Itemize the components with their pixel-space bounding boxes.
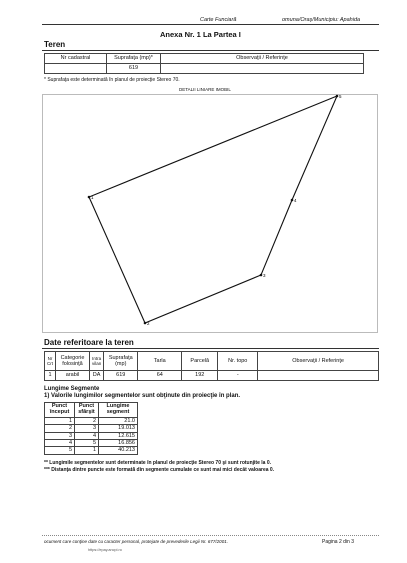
col-nr-crt: Nr Crt [45, 352, 56, 371]
segment-end: 3 [75, 425, 99, 432]
col-lungime: Lungime segment [99, 403, 138, 418]
segment-start: 5 [45, 447, 75, 454]
date-teren-rule [42, 348, 379, 349]
segment-end: 2 [75, 418, 99, 425]
segment-row [45, 447, 138, 454]
header-locality: omuna/Oraş/Municipiu: Apahida [282, 17, 361, 23]
segments-table [44, 402, 138, 455]
segment-row [45, 432, 138, 439]
cell-observatii-teren [258, 371, 379, 381]
footer-disclaimer: ocument care conţine date cu caracter personal, protejate de prevederile Legii Nr. 677/2001. [44, 539, 228, 544]
segment-end: 5 [75, 439, 99, 446]
teren-rule [42, 50, 379, 51]
annex-title: Anexa Nr. 1 La Partea I [160, 30, 241, 39]
col-nr-topo: Nr. topo [218, 352, 258, 371]
col-punct-inceput: Punct început [45, 403, 75, 418]
col-punct-sfarsit: Punct sfârşit [75, 403, 99, 418]
col-observatii: Observaţii / Referinţe [161, 54, 364, 64]
segment-length: 19.013 [99, 425, 138, 432]
teren-title: Teren [44, 40, 66, 49]
col-intravilan: Intra vilan [90, 352, 104, 371]
header-rule [42, 24, 379, 25]
segments-note-2: *** Distanţa dintre puncte este formată din segmente cumulate ce sunt mai mici decât valoarea 0. [44, 467, 275, 473]
segment-end: 4 [75, 432, 99, 439]
cell-suprafata: 619 [107, 64, 161, 74]
cell-categorie: arabil [56, 371, 90, 381]
teren-table [44, 53, 364, 74]
segment-start: 2 [45, 425, 75, 432]
parcel-vertex-label: 4 [294, 198, 297, 203]
cell-observatii [161, 64, 364, 74]
col-suprafata: Suprafaţa (mp)* [107, 54, 161, 64]
plan-title: DETALII LINIARE IMOBIL [179, 87, 231, 92]
cell-parcela: 192 [182, 371, 218, 381]
footer-page-number: Pagina 2 din 3 [322, 539, 354, 545]
date-teren-header-row [45, 352, 379, 371]
segment-start: 3 [45, 432, 75, 439]
cell-tarla: 64 [138, 371, 182, 381]
parcel-vertex-label: 1 [91, 195, 94, 200]
col-suprafata-mp: Suprafaţa (mp) [104, 352, 138, 371]
segments-body [45, 418, 138, 455]
segment-row [45, 425, 138, 432]
segments-subtitle: 1) Valorile lungimilor segmentelor sunt obţinute din proiecţie în plan. [44, 393, 241, 399]
cell-nr-crt: 1 [45, 371, 56, 381]
cell-intravilan: DA [90, 371, 104, 381]
teren-note: * Suprafaţa este determinată în planul de proiecţie Stereo 70. [44, 77, 180, 83]
parcel-vertex-label: 5 [339, 94, 342, 99]
col-categorie: Categorie folosinţă [56, 352, 90, 371]
date-teren-title: Date referitoare la teren [44, 338, 134, 347]
parcel-vertex-label: 3 [263, 273, 266, 278]
cell-suprafata-mp: 619 [104, 371, 138, 381]
col-parcela: Parcelă [182, 352, 218, 371]
parcel-vertex-label: 2 [147, 321, 150, 326]
footer-url: https://epay.ancpi.ro [88, 548, 122, 552]
segment-row [45, 439, 138, 446]
segments-header-row [45, 403, 138, 418]
segment-row [45, 418, 138, 425]
teren-data-row [45, 64, 364, 74]
cell-nr-cadastral [45, 64, 107, 74]
plan-frame [42, 94, 378, 333]
segment-start: 4 [45, 439, 75, 446]
date-teren-data-row [45, 371, 379, 381]
teren-header-row [45, 54, 364, 64]
header-doc-name: Carte Funciară [200, 17, 237, 23]
segment-end: 1 [75, 447, 99, 454]
cell-nr-topo: - [218, 371, 258, 381]
segments-title: Lungime Segmente [44, 386, 100, 392]
date-teren-table [44, 351, 379, 381]
footer-rule [42, 535, 379, 536]
col-tarla: Tarla [138, 352, 182, 371]
segment-length: 12.615 [99, 432, 138, 439]
segment-start: 1 [45, 418, 75, 425]
segment-length: 40.213 [99, 447, 138, 454]
segment-length: 16.856 [99, 439, 138, 446]
col-nr-cadastral: Nr cadastral [45, 54, 107, 64]
col-observatii-teren: Observaţii / Referinţe [258, 352, 379, 371]
segments-note-1: ** Lungimile segmentelor sunt determinate în planul de proiecţie Stereo 70 şi sunt rotunjite la 0. [44, 460, 271, 466]
segment-length: 21.0 [99, 418, 138, 425]
